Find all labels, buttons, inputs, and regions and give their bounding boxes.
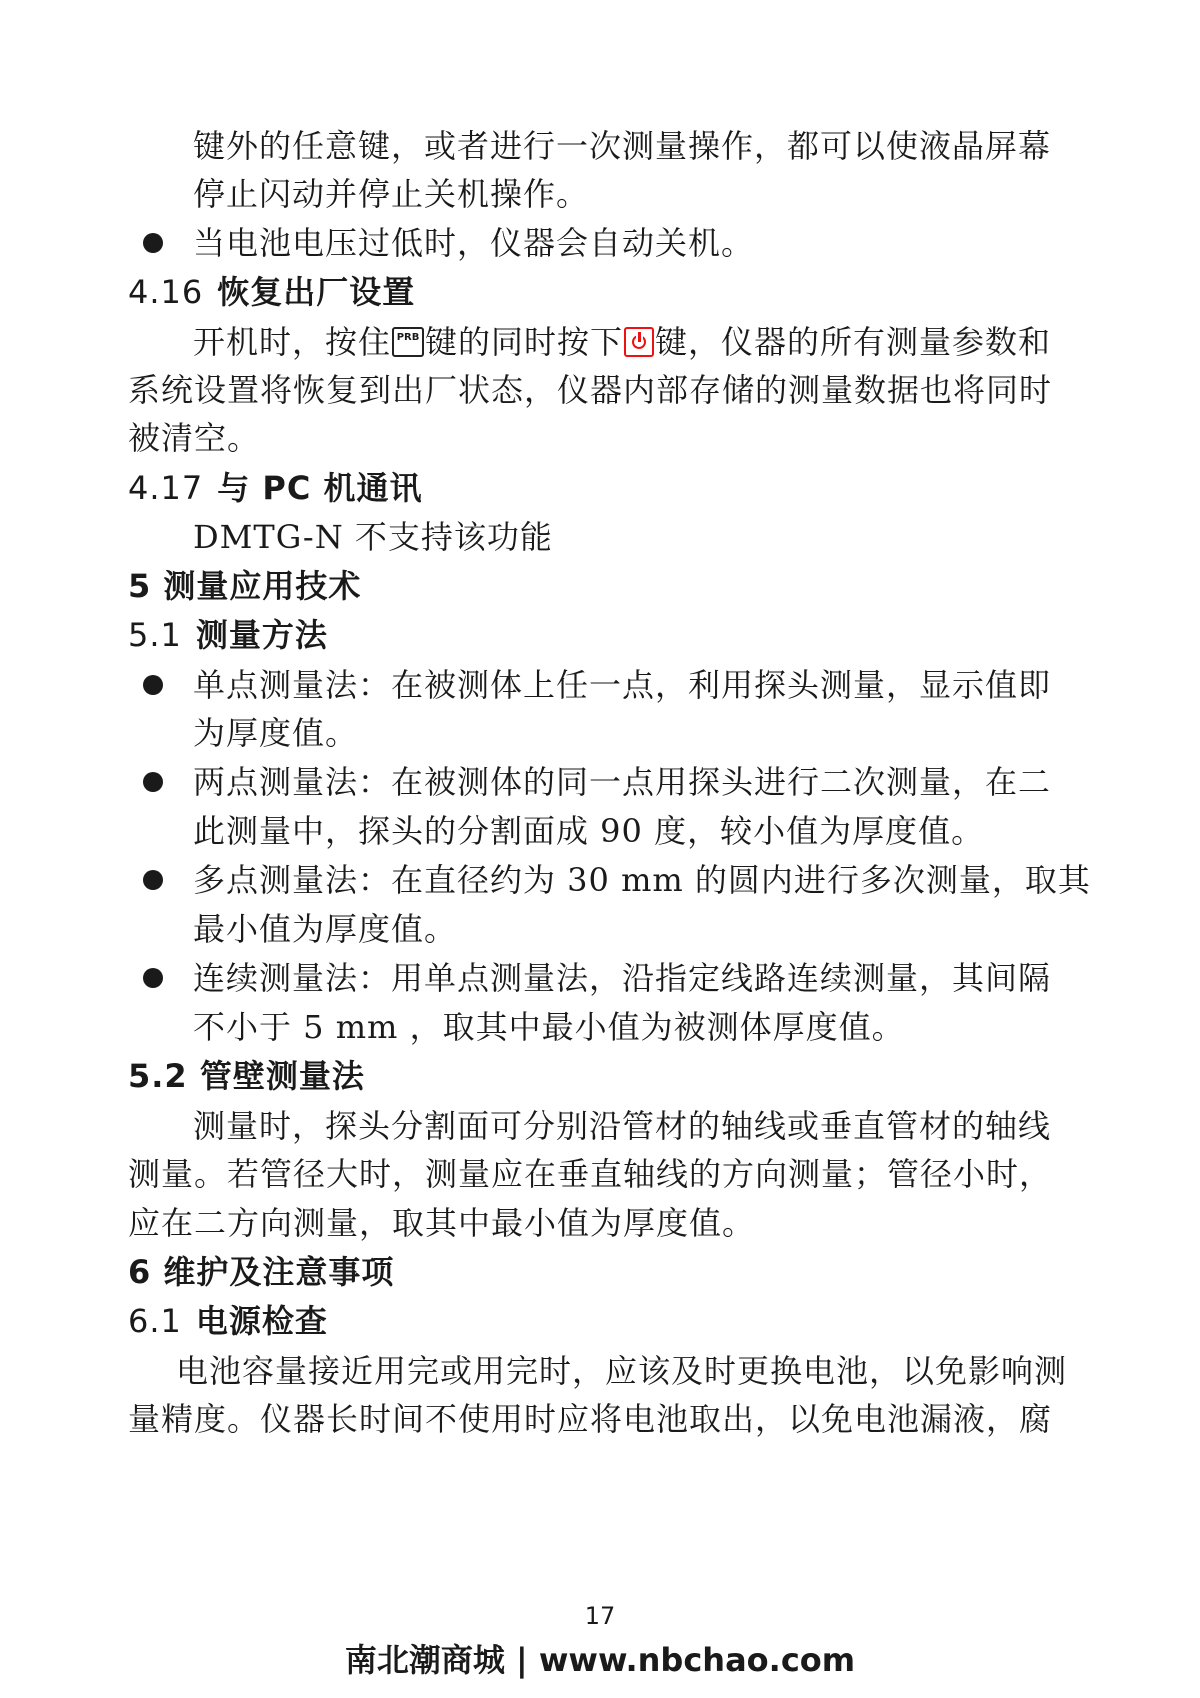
bullet-item: 当电池电压过低时，仪器会自动关机。: [193, 224, 755, 262]
text-span: 键，仪器的所有测量参数和: [655, 323, 1052, 361]
section-heading-5: 5 测量应用技术: [128, 567, 362, 605]
section-heading-4-17: [0, 468, 1200, 508]
bullet-item-continued: 此测量中，探头的分割面成 90 度，较小值为厚度值。: [193, 812, 985, 850]
section-heading-5-1: [0, 615, 1200, 655]
power-key-icon: [624, 327, 654, 357]
section-number: 4.17: [128, 469, 204, 507]
section-number: 6.1: [128, 1302, 182, 1340]
paragraph-line: 电池容量接近用完或用完时，应该及时更换电池，以免影响测: [176, 1352, 1068, 1390]
footer-brand: 南北潮商城 | www.nbchao.com: [344, 1641, 856, 1679]
text-span: 键的同时按下: [425, 323, 624, 361]
paragraph-line: 量精度。仪器长时间不使用时应将电池取出，以免电池漏液，腐: [128, 1400, 1053, 1438]
section-number: 4.16: [128, 273, 204, 311]
paragraph-line: 键外的任意键，或者进行一次测量操作，都可以使液晶屏幕: [193, 127, 1052, 165]
bullet-item-continued: 最小值为厚度值。: [193, 910, 458, 948]
page-number: 17: [584, 1602, 616, 1630]
section-title: 电源检查: [195, 1302, 328, 1340]
section-title: 恢复出厂设置: [217, 273, 416, 311]
paragraph-line: 测量时，探头分割面可分别沿管材的轴线或垂直管材的轴线: [193, 1107, 1052, 1145]
paragraph-line: 停止闪动并停止关机操作。: [193, 175, 590, 213]
bullet-item: 单点测量法：在被测体上任一点，利用探头测量，显示值即: [193, 666, 1052, 704]
section-title: 测量方法: [195, 616, 328, 654]
paragraph-line: [0, 322, 1200, 362]
paragraph-line: DMTG-N 不支持该功能: [193, 518, 553, 556]
section-heading-4-16: [0, 272, 1200, 312]
section-heading-6: 6 维护及注意事项: [128, 1253, 395, 1291]
bullet-item: 多点测量法：在直径约为 30 mm 的圆内进行多次测量，取其: [193, 861, 1091, 899]
section-heading-6-1: [0, 1301, 1200, 1341]
section-title: 与 PC 机通讯: [217, 469, 423, 507]
key-label: PRB: [396, 332, 420, 343]
section-number: 5.1: [128, 616, 182, 654]
bullet-item: 两点测量法：在被测体的同一点用探头进行二次测量，在二: [193, 763, 1052, 801]
paragraph-line: 应在二方向测量，取其中最小值为厚度值。: [128, 1204, 756, 1242]
bullet-item: 连续测量法：用单点测量法，沿指定线路连续测量，其间隔: [193, 959, 1052, 997]
text-span: 开机时，按住: [193, 323, 392, 361]
bullet-item-continued: 不小于 5 mm ，取其中最小值为被测体厚度值。: [193, 1008, 905, 1046]
paragraph-line: 测量。若管径大时，测量应在垂直轴线的方向测量；管径小时，: [128, 1155, 1053, 1193]
paragraph-line: 系统设置将恢复到出厂状态，仪器内部存储的测量数据也将同时: [128, 371, 1053, 409]
paragraph-line: 被清空。: [128, 419, 261, 457]
section-heading-5-2: 5.2 管壁测量法: [128, 1057, 365, 1095]
prb-key-icon: [392, 327, 424, 357]
bullet-item-continued: 为厚度值。: [193, 714, 359, 752]
